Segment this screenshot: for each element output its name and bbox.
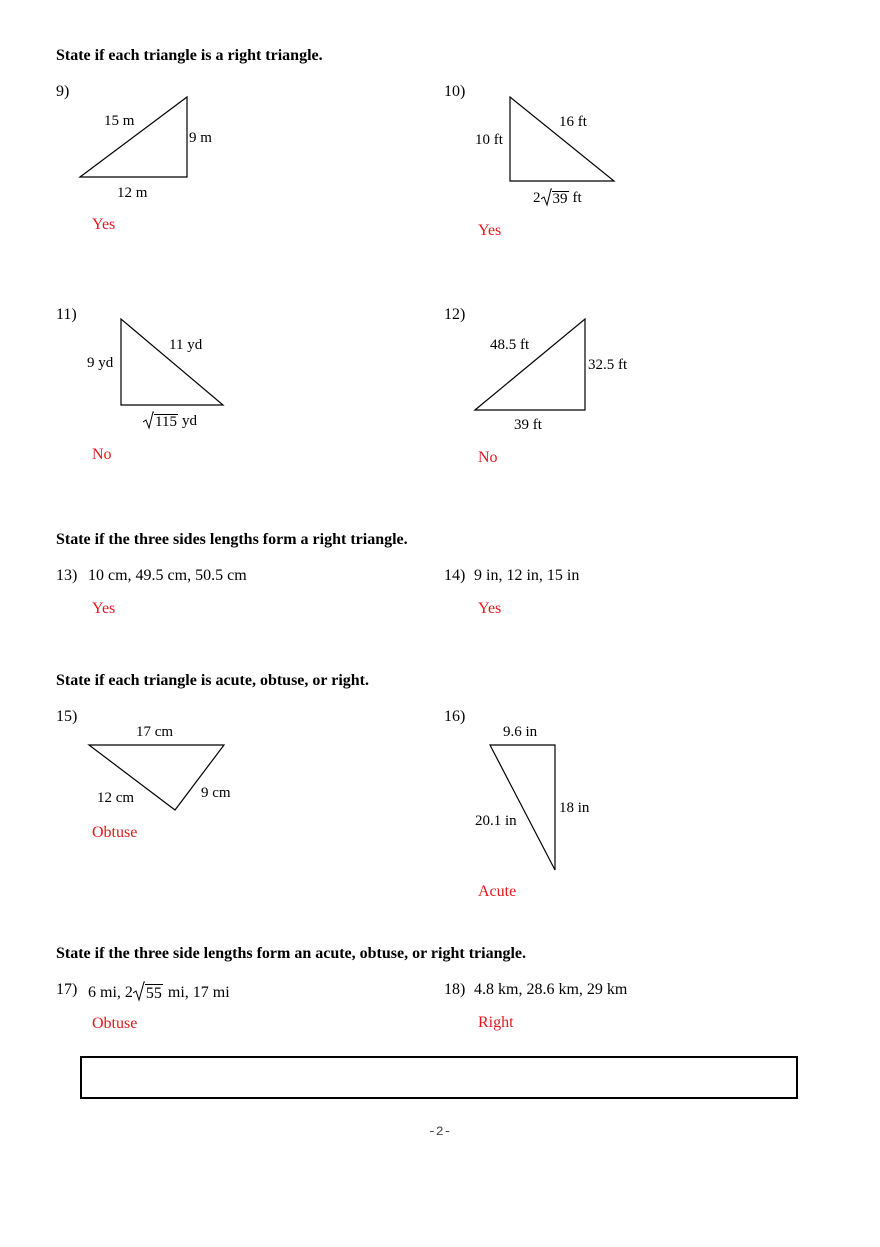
problem-9-hypotenuse-label: 15 m: [104, 113, 135, 129]
problem-18-sides: 4.8 km, 28.6 km, 29 km: [474, 981, 628, 998]
problem-14-answer: Yes: [478, 600, 502, 617]
problem-10-answer: Yes: [478, 222, 502, 239]
problem-10-base-label: 2 39 ft: [533, 190, 582, 207]
problem-18-number: 18): [444, 981, 466, 998]
problem-15-number: 15): [56, 708, 78, 725]
problem-11-answer: No: [92, 446, 112, 463]
radical-sign-icon: [541, 188, 552, 207]
radical-sign-icon: [133, 981, 145, 1002]
triangle-12: [475, 319, 585, 410]
problem-15-top-label: 17 cm: [136, 724, 174, 740]
problem-9-number: 9): [56, 83, 70, 100]
section-heading-acute-obtuse-right: State if each triangle is acute, obtuse, or right.: [56, 672, 369, 689]
problem-9-leg-label: 9 m: [189, 130, 212, 146]
problem-12-number: 12): [444, 306, 466, 323]
problem-11-leg-label: 9 yd: [87, 355, 114, 371]
triangle-9: [80, 97, 187, 177]
problem-16-top-label: 9.6 in: [503, 724, 538, 740]
problem-10-number: 10): [444, 83, 466, 100]
section-heading-right-triangle: State if each triangle is a right triangle.: [56, 47, 323, 64]
triangle-11: [121, 319, 223, 405]
problem-12-hypotenuse-label: 48.5 ft: [490, 337, 530, 353]
problem-16-number: 16): [444, 708, 466, 725]
answer-box: [80, 1056, 798, 1099]
problem-10-leg-label: 10 ft: [475, 132, 503, 148]
problem-11-number: 11): [56, 306, 77, 323]
problem-16-right-label: 18 in: [559, 800, 590, 816]
triangle-16: [490, 745, 555, 870]
problem-15-left-label: 12 cm: [97, 790, 135, 806]
problem-15-answer: Obtuse: [92, 824, 138, 841]
problem-14-sides: 9 in, 12 in, 15 in: [474, 567, 580, 584]
section-heading-side-lengths-classify: State if the three side lengths form an acute, obtuse, or right triangle.: [56, 945, 527, 962]
problem-16-left-label: 20.1 in: [475, 813, 517, 829]
problem-17-sides: 6 mi, 2 55 mi, 17 mi: [88, 981, 230, 1002]
problem-11-hypotenuse-label: 11 yd: [169, 337, 203, 353]
problem-11-base-label: 115 yd: [143, 411, 197, 435]
problem-17-answer: Obtuse: [92, 1015, 138, 1032]
problem-12-base-label: 39 ft: [514, 417, 542, 433]
problem-9-answer: Yes: [92, 216, 116, 233]
problem-9-base-label: 12 m: [117, 185, 148, 201]
problem-13-answer: Yes: [92, 600, 116, 617]
problem-17-number: 17): [56, 981, 78, 998]
section-heading-side-lengths-right: State if the three sides lengths form a right triangle.: [56, 531, 408, 548]
radical-sign-icon: [143, 411, 154, 430]
problem-10-hypotenuse-label: 16 ft: [559, 114, 587, 130]
problem-15-right-label: 9 cm: [201, 785, 231, 801]
page-number: -2-: [428, 1124, 452, 1139]
problem-18-answer: Right: [478, 1014, 514, 1031]
problem-16-answer: Acute: [478, 883, 517, 900]
problem-13-number: 13): [56, 567, 78, 584]
triangle-10: [510, 97, 614, 181]
problem-13-sides: 10 cm, 49.5 cm, 50.5 cm: [88, 567, 247, 584]
problem-14-number: 14): [444, 567, 466, 584]
problem-12-leg-label: 32.5 ft: [588, 357, 628, 373]
problem-12-answer: No: [478, 449, 498, 466]
